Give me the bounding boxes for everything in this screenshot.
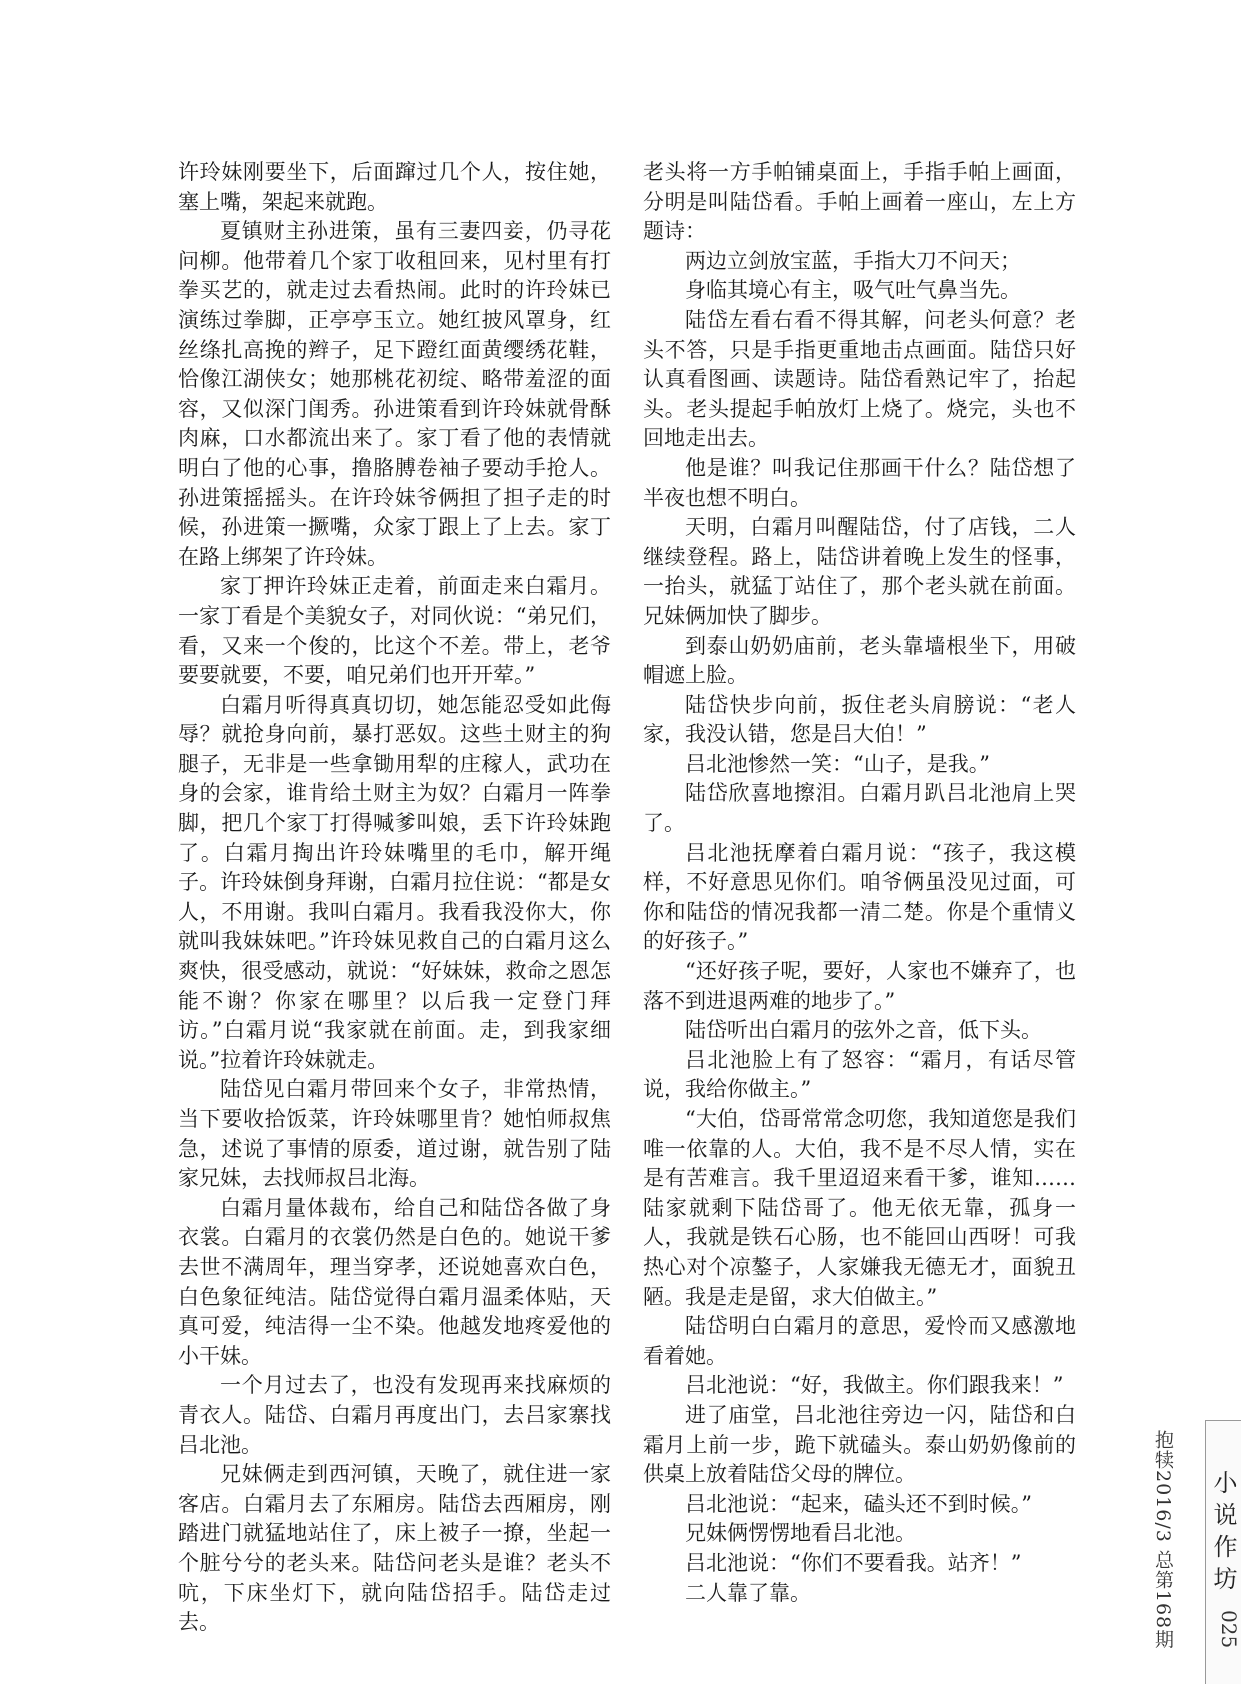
paragraph: 一个月过去了，也没有发现再来找麻烦的青衣人。陆岱、白霜月再度出门，去吕家寨找吕北池。	[178, 1373, 611, 1457]
paragraph: 吕北池抚摩着白霜月说：“孩子，我这模样，不好意思见你们。咱爷俩虽没见过面，可你和陆岱的情况我都一清二楚。你是个重情义的好孩子。”	[643, 840, 1076, 954]
paragraph: 许玲妹刚要坐下，后面蹿过几个人，按住她，塞上嘴，架起来就跑。	[178, 160, 611, 214]
paragraph: 到泰山奶奶庙前，老头靠墙根坐下，用破帽遮上脸。	[643, 633, 1076, 688]
paragraph: 他是谁？叫我记住那画干什么？陆岱想了半夜也想不明白。	[643, 455, 1076, 510]
paragraph: 吕北池说：“你们不要看我。站齐！”	[685, 1550, 1022, 1575]
paragraph: 陆岱明白白霜月的意思，爱怜而又感激地看着她。	[643, 1314, 1076, 1368]
left-text-column	[178, 158, 611, 1638]
paragraph: 老头将一方手帕铺桌面上，手指手帕上画面，分明是叫陆岱看。手帕上画着一座山，左上方题诗：	[643, 160, 1076, 244]
paragraph: 进了庙堂，吕北池往旁边一闪，陆岱和白霜月上前一步，跪下就磕头。泰山奶奶像前的供桌上放着陆岱父母的牌位。	[643, 1402, 1076, 1487]
paragraph: “大伯，岱哥常常念叨您，我知道您是我们唯一依靠的人。大伯，我不是不尽人情，实在是有苦难言。我千里迢迢来看干爹，谁知……陆家就剩下陆岱哥了。他无依无靠，孤身一人，我就是铁石心肠，也不能回山西呀！可我热心对个凉鏊子，人家嫌我无德无才，面貌丑陋。我是走是留，求大伯做主。”	[643, 1107, 1076, 1309]
paragraph: 身临其境心有主，吸气吐气鼻当先。	[685, 278, 1021, 303]
side-tab-top-rule	[1205, 1420, 1241, 1421]
paragraph: 陆岱快步向前，扳住老头肩膀说：“老人家，我没认错，您是吕大伯！”	[643, 692, 1076, 747]
paragraph: 两边立剑放宝蓝，手指大刀不问天；	[685, 248, 1021, 273]
paragraph: 吕北池说：“起来，磕头还不到时候。”	[685, 1491, 1032, 1516]
journal-issue-info: 抱犊2016/3 总第168期	[1152, 1430, 1174, 1650]
right-text-column	[643, 158, 1076, 1608]
paragraph: 家丁押许玲妹正走着，前面走来白霜月。一家丁看是个美貌女子，对同伙说：“弟兄们，看，又来一个俊的，比这个不差。带上，老爷要要就要，不要，咱兄弟们也开开荤。”	[178, 574, 611, 688]
paragraph: 陆岱左看右看不得其解，问老头何意？老头不答，只是手指更重地击点画面。陆岱只好认真看图画、读题诗。陆岱看熟记牢了，抬起头。老头提起手帕放灯上烧了。烧完，头也不回地走出去。	[643, 307, 1076, 451]
paragraph: 兄妹俩愣愣地看吕北池。	[685, 1521, 916, 1546]
paragraph: 夏镇财主孙进策，虽有三妻四妾，仍寻花问柳。他带着几个家丁收租回来，见村里有打拳买艺的，就走过去看热闹。此时的许玲妹已演练过拳脚，正亭亭玉立。她红披风罩身，红丝绦扎高挽的辫子，足下蹬红面黄缨绣花鞋，恰像江湖侠女；她那桃花初绽、略带羞涩的面容，又似深门闺秀。孙进策看到许玲妹就骨酥肉麻，口水都流出来了。家丁看了他的表情就明白了他的心事，撸胳膊卷袖子要动手抢人。孙进策摇摇头。在许玲妹爷俩担了担子走的时候，孙进策一撅嘴，众家丁跟上了上去。家丁在路上绑架了许玲妹。	[178, 219, 611, 569]
paragraph: 陆岱欣喜地擦泪。白霜月趴吕北池肩上哭了。	[643, 781, 1076, 836]
paragraph: 陆岱见白霜月带回来个女子，非常热情，当下要收拾饭菜，许玲妹哪里肯？她怕师叔焦急，述说了事情的原委，道过谢，就告别了陆家兄妹，去找师叔吕北海。	[178, 1077, 611, 1191]
paragraph: 白霜月量体裁布，给自己和陆岱各做了身衣裳。白霜月的衣裳仍然是白色的。她说干爹去世不满周年，理当穿孝，还说她喜欢白色，白色象征纯洁。陆岱觉得白霜月温柔体贴，天真可爱，纯洁得一尘不染。他越发地疼爱他的小干妹。	[178, 1195, 611, 1368]
paragraph: 陆岱听出白霜月的弦外之音，低下头。	[685, 1018, 1042, 1043]
section-title: 小说作坊	[1209, 1470, 1237, 1598]
paragraph: 吕北池惨然一笑：“山子，是我。”	[685, 751, 990, 776]
page-number: 025	[1217, 1610, 1241, 1649]
paragraph: 吕北池说：“好，我做主。你们跟我来！”	[685, 1373, 1064, 1398]
paragraph: 兄妹俩走到西河镇，天晚了，就住进一家客店。白霜月去了东厢房。陆岱去西厢房，刚踏进门就猛地站住了，床上被子一撩，坐起一个脏兮兮的老头来。陆岱问老头是谁？老头不吭，下床坐灯下，就向陆岱招手。陆岱走过去。	[178, 1462, 611, 1635]
paragraph: 白霜月听得真真切切，她怎能忍受如此侮辱？就抢身向前，暴打恶奴。这些土财主的狗腿子，无非是一些拿锄用犁的庄稼人，武功在身的会家，谁肯给土财主为奴？白霜月一阵拳脚，把几个家丁打得喊爹叫娘，丢下许玲妹跑了。白霜月掏出许玲妹嘴里的毛巾，解开绳子。许玲妹倒身拜谢，白霜月拉住说：“都是女人，不用谢。我叫白霜月。我看我没你大，你就叫我妹妹吧。”许玲妹见救自己的白霜月这么爽快，很受感动，就说：“好妹妹，救命之恩怎能不谢？你家在哪里？以后我一定登门拜访。”白霜月说“我家就在前面。走，到我家细说。”拉着许玲妹就走。	[178, 692, 611, 1072]
paragraph: 吕北池脸上有了怒容：“霜月，有话尽管说，我给你做主。”	[643, 1047, 1076, 1102]
paragraph: 二人靠了靠。	[685, 1580, 811, 1605]
paragraph: 天明，白霜月叫醒陆岱，付了店钱，二人继续登程。路上，陆岱讲着晚上发生的怪事，一抬头，就猛丁站住了，那个老头就在前面。兄妹俩加快了脚步。	[643, 515, 1076, 628]
paragraph: “还好孩子呢，要好，人家也不嫌弃了，也落不到进退两难的地步了。”	[643, 959, 1076, 1013]
